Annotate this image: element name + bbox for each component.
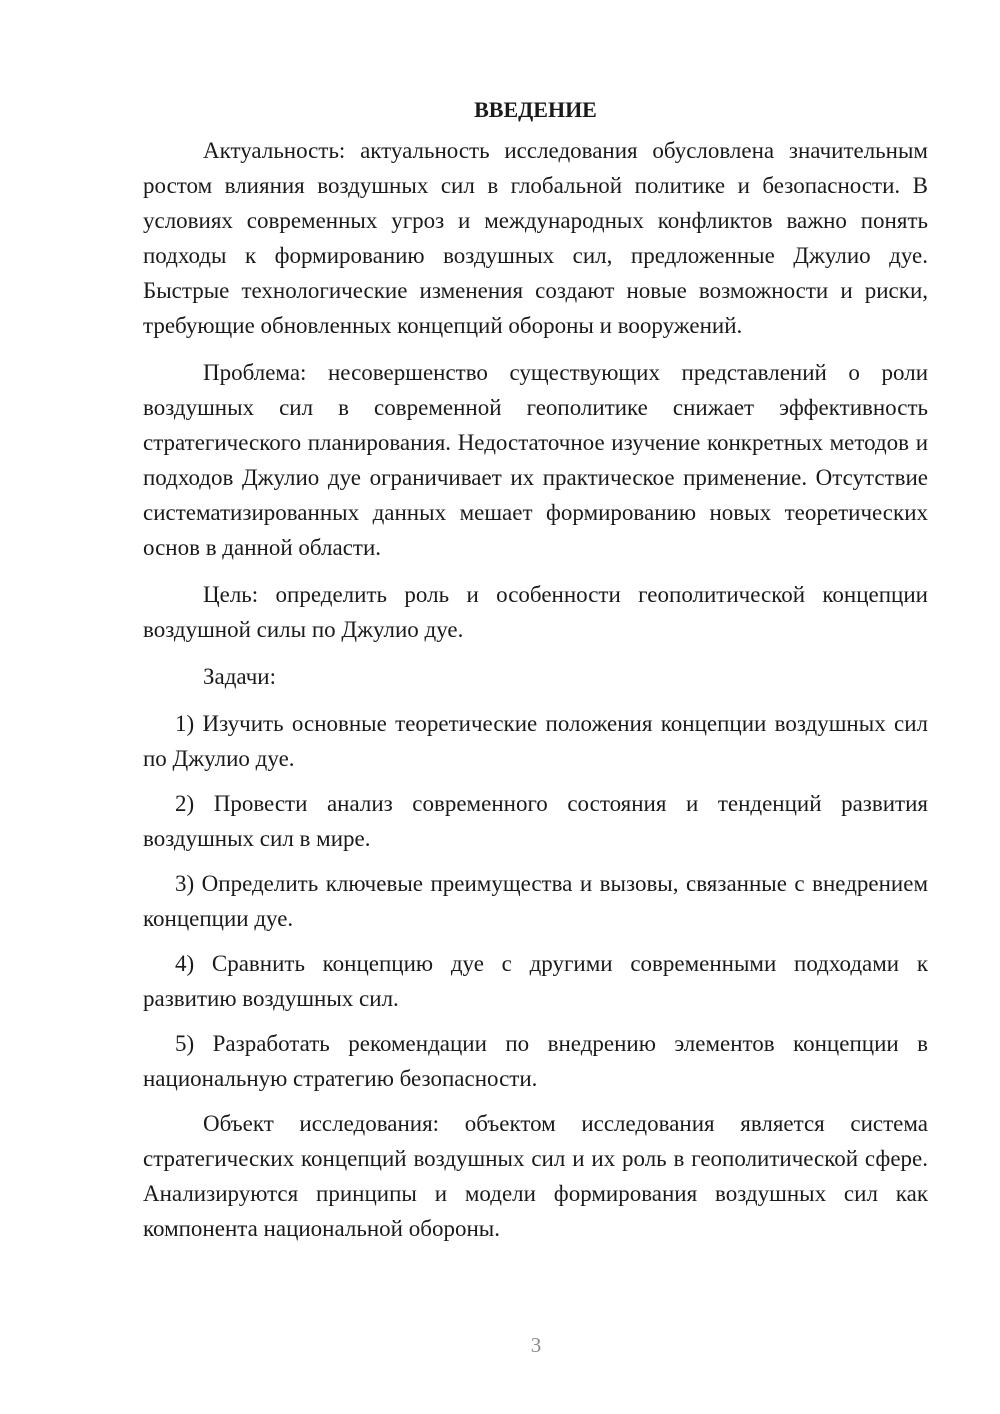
tasks-list (143, 706, 928, 1096)
page-number: 3 (530, 1333, 542, 1357)
task-item-5: 5) Разработать рекомендации по внедрению элементов концепции в национальную стратегию безопасности. (143, 1031, 928, 1091)
tasks-label: Задачи: (203, 664, 276, 689)
goal-paragraph: Цель: определить роль и особенности геополитической концепции воздушной силы по Джулио дуе. (143, 582, 928, 642)
section-heading: ВВЕДЕНИЕ (474, 97, 597, 122)
task-item-1: 1) Изучить основные теоретические положения концепции воздушных сил по Джулио дуе. (143, 711, 928, 771)
document-page (143, 92, 928, 1258)
relevance-paragraph: Актуальность: актуальность исследования обусловлена значительным ростом влияния воздушных сил в глобальной политике и безопасности. В условиях современных угроз и международных конфликтов важно понять подходы к формированию воздушных сил, предложенные Джулио дуе. Быстрые технологические изменения создают новые возможности и риски, требующие обновленных концепций обороны и вооружений. (143, 138, 928, 338)
task-item-2: 2) Провести анализ современного состояния и тенденций развития воздушных сил в мире. (143, 791, 928, 851)
problem-paragraph: Проблема: несовершенство существующих представлений о роли воздушных сил в современной геополитике снижает эффективность стратегического планирования. Недостаточное изучение конкретных методов и подходов Джулио дуе ограничивает их практическое применение. Отсутствие систематизированных данных мешает формированию новых теоретических основ в данной области. (143, 360, 928, 560)
task-item-4: 4) Сравнить концепцию дуе с другими современными подходами к развитию воздушных сил. (143, 951, 928, 1011)
task-item-3: 3) Определить ключевые преимущества и вызовы, связанные с внедрением концепции дуе. (143, 871, 928, 931)
object-paragraph: Объект исследования: объектом исследования является система стратегических концепций воздушных сил и их роль в геополитической сфере. Анализируются принципы и модели формирования воздушных сил как компонента национальной обороны. (143, 1111, 928, 1241)
